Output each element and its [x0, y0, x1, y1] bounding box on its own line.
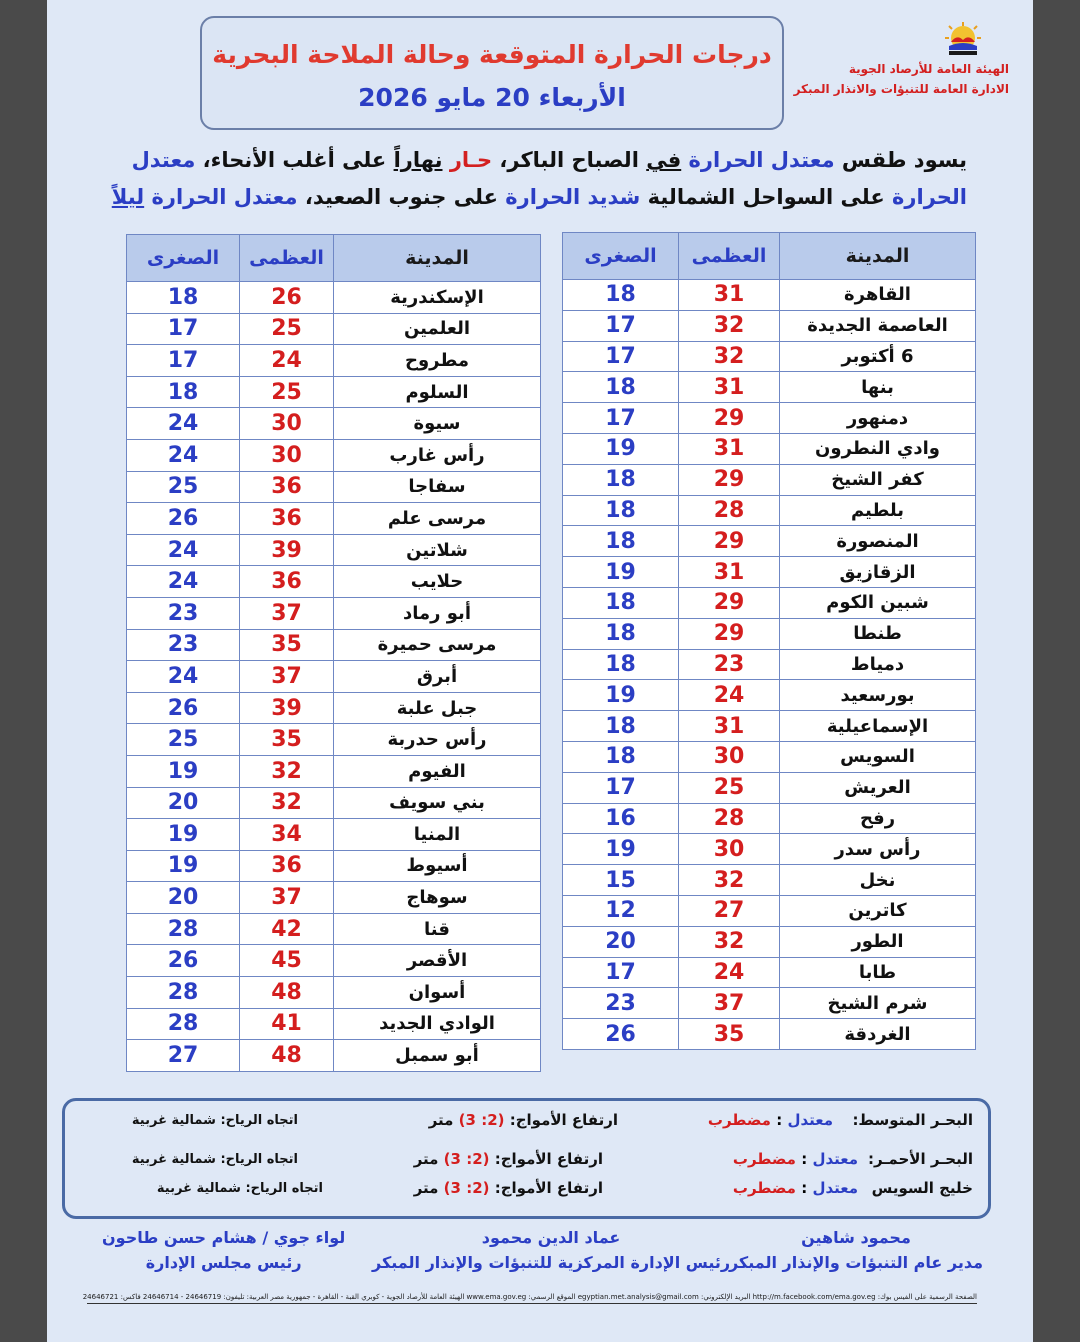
- org-name: الهيئة العامة للأرصاد الجوية: [848, 62, 1009, 76]
- city-name: رأس حدربة: [334, 724, 541, 756]
- table-row: [563, 341, 976, 372]
- max-temp: 34: [240, 819, 334, 851]
- city-name: العاصمة الجديدة: [780, 310, 976, 341]
- table-row: [127, 755, 541, 787]
- min-temp: 18: [563, 495, 679, 526]
- signatory-title: مدير عام التنبؤات والإنذار المبكر: [728, 1253, 983, 1272]
- max-temp: 25: [240, 376, 334, 408]
- table-row: [127, 439, 541, 471]
- min-temp: 25: [127, 724, 240, 756]
- min-temp: 19: [127, 819, 240, 851]
- col-min-header: الصغرى: [563, 233, 679, 280]
- sea-row-red-sea: البحـر الأحمـر: معتدل : مضطرب ارتفاع الأمواج: (2: 3) متر اتجاه الرياح: شمالية غربية: [131, 1150, 973, 1168]
- max-temp: 32: [679, 341, 780, 372]
- max-temp: 39: [240, 692, 334, 724]
- signatory-name: عماد الدين محمود: [481, 1228, 621, 1247]
- min-temp: 26: [127, 692, 240, 724]
- table-row: [127, 787, 541, 819]
- max-temp: 31: [679, 557, 780, 588]
- max-temp: 29: [679, 403, 780, 434]
- min-temp: 25: [127, 471, 240, 503]
- max-temp: 32: [240, 787, 334, 819]
- wave-label: ارتفاع الأمواج:: [494, 1179, 603, 1197]
- bulletin-page: [47, 0, 1033, 1342]
- col-city-header: المدينة: [780, 233, 976, 280]
- signatory-name: محمود شاهين: [801, 1228, 911, 1247]
- max-temp: 31: [679, 372, 780, 403]
- city-name: أسيوط: [334, 850, 541, 882]
- table-row: [127, 724, 541, 756]
- table-row: [127, 345, 541, 377]
- min-temp: 15: [563, 865, 679, 896]
- city-name: أبو سمبل: [334, 1040, 541, 1072]
- max-temp: 24: [240, 345, 334, 377]
- max-temp: 30: [679, 834, 780, 865]
- sea-row-gulf-of-suez: خليج السويس معتدل : مضطرب ارتفاع الأمواج: (2: 3) متر اتجاه الرياح: شمالية غربية: [156, 1179, 973, 1197]
- max-temp: 31: [679, 280, 780, 311]
- city-name: العريش: [780, 772, 976, 803]
- wave-unit: متر: [413, 1150, 439, 1168]
- min-temp: 18: [563, 372, 679, 403]
- min-temp: 23: [563, 988, 679, 1019]
- table-row: [563, 988, 976, 1019]
- min-temp: 18: [563, 526, 679, 557]
- min-temp: 17: [563, 403, 679, 434]
- min-temp: 19: [127, 850, 240, 882]
- max-temp: 37: [679, 988, 780, 1019]
- min-temp: 18: [563, 618, 679, 649]
- max-temp: 29: [679, 526, 780, 557]
- max-temp: 37: [240, 882, 334, 914]
- table-row: [563, 741, 976, 772]
- table-row: [127, 882, 541, 914]
- max-temp: 36: [240, 850, 334, 882]
- table-row: [563, 618, 976, 649]
- city-name: الزقازيق: [780, 557, 976, 588]
- sea-state: معتدل: [812, 1179, 858, 1197]
- col-max-header: العظمى: [240, 235, 334, 282]
- table-row: [563, 711, 976, 742]
- city-name: شبين الكوم: [780, 587, 976, 618]
- sea-state: معتدل: [812, 1150, 858, 1168]
- table-body: [127, 282, 541, 1072]
- max-temp: 32: [679, 865, 780, 896]
- max-temp: 45: [240, 945, 334, 977]
- table-row: [563, 372, 976, 403]
- max-temp: 32: [240, 755, 334, 787]
- city-name: مرسى علم: [334, 503, 541, 535]
- wave-label: ارتفاع الأمواج:: [494, 1150, 603, 1168]
- table-row: [127, 597, 541, 629]
- table-row: [127, 534, 541, 566]
- table-row: [563, 1019, 976, 1050]
- min-temp: 28: [127, 977, 240, 1009]
- city-name: دمنهور: [780, 403, 976, 434]
- sea-name: البحـر الأحمـر:: [867, 1150, 973, 1168]
- title-box: [200, 16, 784, 130]
- forecast-summary: يسود طقس معتدل الحرارة في الصباح الباكر، حـار نهاراً على أغلب الأنحاء، معتدل الحرارة على السواحل الشمالية شديد الحرارة على جنوب الصعيد، معتدل الحرارة ليلاً: [111, 148, 967, 209]
- city-name: بلطيم: [780, 495, 976, 526]
- wave-unit: متر: [428, 1111, 454, 1129]
- max-temp: 35: [679, 1019, 780, 1050]
- page-title: درجات الحرارة المتوقعة وحالة الملاحة البحرية: [212, 40, 772, 69]
- max-temp: 24: [679, 957, 780, 988]
- table-row: [127, 1040, 541, 1072]
- city-name: الغردقة: [780, 1019, 976, 1050]
- min-temp: 23: [127, 629, 240, 661]
- table-row: [563, 895, 976, 926]
- city-name: سفاجا: [334, 471, 541, 503]
- city-name: المنصورة: [780, 526, 976, 557]
- city-name: الطور: [780, 926, 976, 957]
- table-row: [563, 495, 976, 526]
- table-row: [127, 819, 541, 851]
- min-temp: 16: [563, 803, 679, 834]
- city-name: السلوم: [334, 376, 541, 408]
- max-temp: 26: [240, 282, 334, 314]
- city-name: مرسى حميرة: [334, 629, 541, 661]
- table-row: [127, 313, 541, 345]
- max-temp: 32: [679, 310, 780, 341]
- wind-direction: اتجاه الرياح: شمالية غربية: [131, 1152, 298, 1167]
- wave-value: (2: 3): [443, 1150, 490, 1168]
- min-temp: 18: [563, 587, 679, 618]
- signature-forecast-director: [729, 1228, 983, 1272]
- wind-direction: اتجاه الرياح: شمالية غربية: [156, 1181, 323, 1196]
- sea-name: خليج السويس: [871, 1179, 973, 1197]
- max-temp: 37: [240, 661, 334, 693]
- wave-value: (2: 3): [458, 1111, 505, 1129]
- city-name: أسوان: [334, 977, 541, 1009]
- city-name: السويس: [780, 741, 976, 772]
- city-name: رأس غارب: [334, 439, 541, 471]
- min-temp: 17: [563, 772, 679, 803]
- table-row: [127, 408, 541, 440]
- city-name: أبرق: [334, 661, 541, 693]
- min-temp: 20: [563, 926, 679, 957]
- min-temp: 27: [127, 1040, 240, 1072]
- max-temp: 35: [240, 629, 334, 661]
- sea-state-2: مضطرب: [732, 1150, 796, 1168]
- city-name: بورسعيد: [780, 680, 976, 711]
- table-row: [127, 376, 541, 408]
- signature-chairman: [102, 1228, 345, 1272]
- city-name: سيوة: [334, 408, 541, 440]
- min-temp: 20: [127, 882, 240, 914]
- city-name: الأقصر: [334, 945, 541, 977]
- col-max-header: العظمى: [679, 233, 780, 280]
- min-temp: 18: [127, 376, 240, 408]
- max-temp: 23: [679, 649, 780, 680]
- min-temp: 18: [563, 711, 679, 742]
- table-row: [563, 310, 976, 341]
- table-row: [127, 1008, 541, 1040]
- table-row: [127, 471, 541, 503]
- city-name: المنيا: [334, 819, 541, 851]
- min-temp: 19: [563, 433, 679, 464]
- city-name: قنا: [334, 913, 541, 945]
- city-name: القاهرة: [780, 280, 976, 311]
- table-row: [563, 926, 976, 957]
- min-temp: 26: [127, 945, 240, 977]
- table-row: [563, 957, 976, 988]
- signatory-title: رئيس مجلس الإدارة: [145, 1253, 302, 1272]
- city-name: طنطا: [780, 618, 976, 649]
- signatory-name: لواء جوي / هشام حسن طاحون: [102, 1228, 346, 1247]
- wind-direction: اتجاه الرياح: شمالية غربية: [131, 1113, 298, 1128]
- min-temp: 17: [563, 310, 679, 341]
- max-temp: 30: [240, 408, 334, 440]
- col-min-header: الصغرى: [127, 235, 240, 282]
- min-temp: 24: [127, 661, 240, 693]
- max-temp: 25: [679, 772, 780, 803]
- wave-unit: متر: [413, 1179, 439, 1197]
- min-temp: 20: [127, 787, 240, 819]
- city-name: الإسماعيلية: [780, 711, 976, 742]
- min-temp: 24: [127, 566, 240, 598]
- table-row: [563, 834, 976, 865]
- city-name: مطروح: [334, 345, 541, 377]
- min-temp: 24: [127, 408, 240, 440]
- contact-footer: الصفحة الرسمية على الفيس بوك: http://m.facebook.com/ema.gov.eg البريد الإلكتروني: egyptian.met.analysis@gmail.com الموقع الرسمي: www.ema.gov.eg الهيئة العامة للأرصاد الجوية - كوبري القبة - القاهرة - جمهورية مصر العربية: تليفون: 24646719 - 24646714 فاكس: 24646721: [87, 1293, 977, 1304]
- max-temp: 29: [679, 587, 780, 618]
- table-row: [563, 433, 976, 464]
- table-row: [563, 803, 976, 834]
- max-temp: 24: [679, 680, 780, 711]
- city-name: بنها: [780, 372, 976, 403]
- max-temp: 31: [679, 433, 780, 464]
- min-temp: 19: [563, 680, 679, 711]
- temperature-table-left: [126, 234, 541, 1072]
- max-temp: 25: [240, 313, 334, 345]
- city-name: بني سويف: [334, 787, 541, 819]
- sea-conditions-box: [62, 1098, 991, 1219]
- city-name: العلمين: [334, 313, 541, 345]
- max-temp: 35: [240, 724, 334, 756]
- table-row: [563, 772, 976, 803]
- table-row: [563, 403, 976, 434]
- table-row: [127, 913, 541, 945]
- min-temp: 18: [563, 280, 679, 311]
- min-temp: 28: [127, 1008, 240, 1040]
- city-name: كاترين: [780, 895, 976, 926]
- city-name: الفيوم: [334, 755, 541, 787]
- table-body: [563, 280, 976, 1050]
- ema-logo-icon: [939, 22, 987, 58]
- max-temp: 42: [240, 913, 334, 945]
- city-name: شلاتين: [334, 534, 541, 566]
- city-name: نخل: [780, 865, 976, 896]
- table-row: [127, 977, 541, 1009]
- sea-state-2: مضطرب: [707, 1111, 771, 1129]
- temperature-table-right: [562, 232, 976, 1050]
- city-name: وادي النطرون: [780, 433, 976, 464]
- wave-label: ارتفاع الأمواج:: [509, 1111, 618, 1129]
- bulletin-date: الأربعاء 20 مايو 2026: [358, 83, 626, 112]
- min-temp: 19: [563, 834, 679, 865]
- table-row: [127, 661, 541, 693]
- min-temp: 18: [563, 741, 679, 772]
- max-temp: 36: [240, 503, 334, 535]
- table-row: [563, 587, 976, 618]
- org-department: الادارة العامة للتنبؤات والانذار المبكر: [793, 82, 1009, 96]
- min-temp: 17: [127, 345, 240, 377]
- min-temp: 17: [563, 957, 679, 988]
- max-temp: 48: [240, 1040, 334, 1072]
- sea-row-mediterranean: البحـر المتوسط: معتدل : مضطرب ارتفاع الأمواج: (2: 3) متر اتجاه الرياح: شمالية غربية: [131, 1111, 973, 1129]
- wave-value: (2: 3): [443, 1179, 490, 1197]
- city-name: 6 أكتوبر: [780, 341, 976, 372]
- max-temp: 37: [240, 597, 334, 629]
- table-row: [127, 945, 541, 977]
- min-temp: 19: [127, 755, 240, 787]
- max-temp: 41: [240, 1008, 334, 1040]
- city-name: سوهاج: [334, 882, 541, 914]
- max-temp: 30: [679, 741, 780, 772]
- city-name: جبل علبة: [334, 692, 541, 724]
- table-row: [127, 282, 541, 314]
- city-name: شرم الشيخ: [780, 988, 976, 1019]
- max-temp: 28: [679, 495, 780, 526]
- max-temp: 30: [240, 439, 334, 471]
- city-name: رفح: [780, 803, 976, 834]
- city-name: كفر الشيخ: [780, 464, 976, 495]
- table-row: [127, 566, 541, 598]
- min-temp: 26: [563, 1019, 679, 1050]
- table-row: [127, 850, 541, 882]
- city-name: الإسكندرية: [334, 282, 541, 314]
- table-row: [563, 280, 976, 311]
- max-temp: 29: [679, 464, 780, 495]
- max-temp: 27: [679, 895, 780, 926]
- table-row: [563, 557, 976, 588]
- sea-name: البحـر المتوسط:: [852, 1111, 973, 1129]
- city-name: رأس سدر: [780, 834, 976, 865]
- table-row: [127, 503, 541, 535]
- sea-state: معتدل: [787, 1111, 833, 1129]
- max-temp: 31: [679, 711, 780, 742]
- table-row: [127, 692, 541, 724]
- sea-state-2: مضطرب: [732, 1179, 796, 1197]
- max-temp: 29: [679, 618, 780, 649]
- table-row: [563, 680, 976, 711]
- min-temp: 26: [127, 503, 240, 535]
- signature-central-director: [372, 1228, 730, 1272]
- table-row: [127, 629, 541, 661]
- max-temp: 39: [240, 534, 334, 566]
- min-temp: 17: [127, 313, 240, 345]
- max-temp: 36: [240, 566, 334, 598]
- signatory-title: رئيس الإدارة المركزية للتنبؤات والإنذار المبكر: [372, 1253, 731, 1272]
- min-temp: 19: [563, 557, 679, 588]
- min-temp: 18: [563, 649, 679, 680]
- min-temp: 28: [127, 913, 240, 945]
- min-temp: 24: [127, 439, 240, 471]
- col-city-header: المدينة: [334, 235, 541, 282]
- table-row: [563, 649, 976, 680]
- city-name: الوادي الجديد: [334, 1008, 541, 1040]
- max-temp: 48: [240, 977, 334, 1009]
- city-name: دمياط: [780, 649, 976, 680]
- city-name: أبو رماد: [334, 597, 541, 629]
- min-temp: 18: [127, 282, 240, 314]
- max-temp: 36: [240, 471, 334, 503]
- min-temp: 18: [563, 464, 679, 495]
- city-name: طابا: [780, 957, 976, 988]
- city-name: حلايب: [334, 566, 541, 598]
- min-temp: 17: [563, 341, 679, 372]
- max-temp: 32: [679, 926, 780, 957]
- max-temp: 28: [679, 803, 780, 834]
- table-row: [563, 464, 976, 495]
- min-temp: 24: [127, 534, 240, 566]
- table-row: [563, 865, 976, 896]
- table-row: [563, 526, 976, 557]
- min-temp: 12: [563, 895, 679, 926]
- min-temp: 23: [127, 597, 240, 629]
